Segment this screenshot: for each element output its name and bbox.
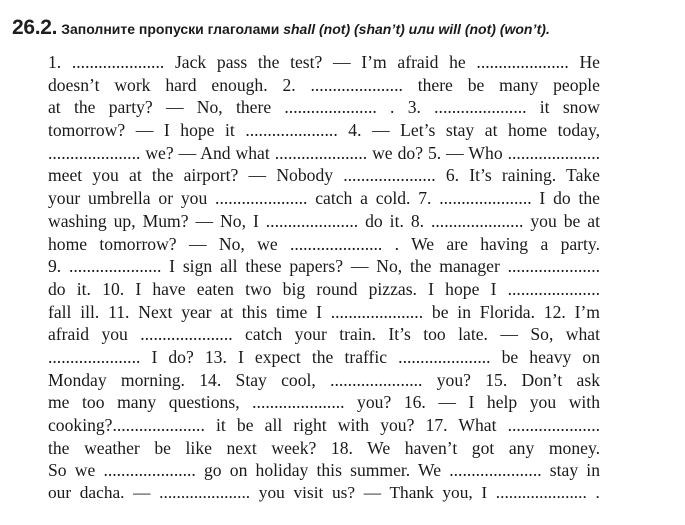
- text-line: do it. 10. I have eaten two big round pizzas. I hope I .....................: [48, 278, 600, 299]
- text-line: at the party? — No, there ..................... . 3. ..................... it snow: [48, 97, 600, 118]
- text-line: home tomorrow? — No, we ..................... . We are having a party.: [48, 233, 600, 254]
- text-line: our dacha. — ..................... you visit us? — Thank you, I ..................... .: [48, 483, 600, 503]
- exercise-header: [12, 16, 550, 40]
- text-line: So we ..................... go on holiday this summer. We ..................... stay in: [48, 460, 600, 481]
- instruction-prefix: Заполните пропуски глаголами: [61, 21, 284, 37]
- text-line: ..................... I do? 13. I expect the traffic ..................... be heavy on: [48, 346, 600, 367]
- text-line: the weather be like next week? 18. We haven’t got any money.: [48, 437, 600, 458]
- text-line: Monday morning. 14. Stay cool, ..................... you? 15. Don’t ask: [48, 369, 600, 390]
- text-line: washing up, Mum? — No, I ..................... do it. 8. ..................... you be at: [48, 210, 600, 231]
- exercise-instruction: [61, 21, 550, 37]
- text-line: afraid you ..................... catch your train. It’s too late. — So, what: [48, 324, 600, 345]
- exercise-number: 26.2.: [12, 16, 58, 39]
- text-line: meet you at the airport? — Nobody ..................... 6. It’s raining. Take: [48, 165, 600, 186]
- text-line: me too many questions, ..................... you? 16. — I help you with: [48, 392, 600, 413]
- text-line: tomorrow? — I hope it ..................... 4. — Let’s stay at home today,: [48, 120, 600, 141]
- text-line: 9. ..................... I sign all these papers? — No, the manager .....................: [48, 256, 600, 277]
- text-line: doesn’t work hard enough. 2. ..................... there be many people: [48, 74, 600, 95]
- exercise-body: [48, 51, 600, 505]
- text-line: ..................... we? — And what ..................... we do? 5. — Who .....................: [48, 142, 600, 163]
- text-line: fall ill. 11. Next year at this time I ..................... be in Florida. 12. I’m: [48, 301, 600, 322]
- text-line: your umbrella or you ..................... catch a cold. 7. ..................... I do the: [48, 188, 600, 209]
- text-line: 1. ..................... Jack pass the test? — I’m afraid he ..................... He: [48, 52, 600, 72]
- text-line: cooking?..................... it be all right with you? 17. What .....................: [48, 415, 600, 435]
- instruction-terms: shall (not) (shan’t) или will (not) (won’t).: [283, 21, 550, 37]
